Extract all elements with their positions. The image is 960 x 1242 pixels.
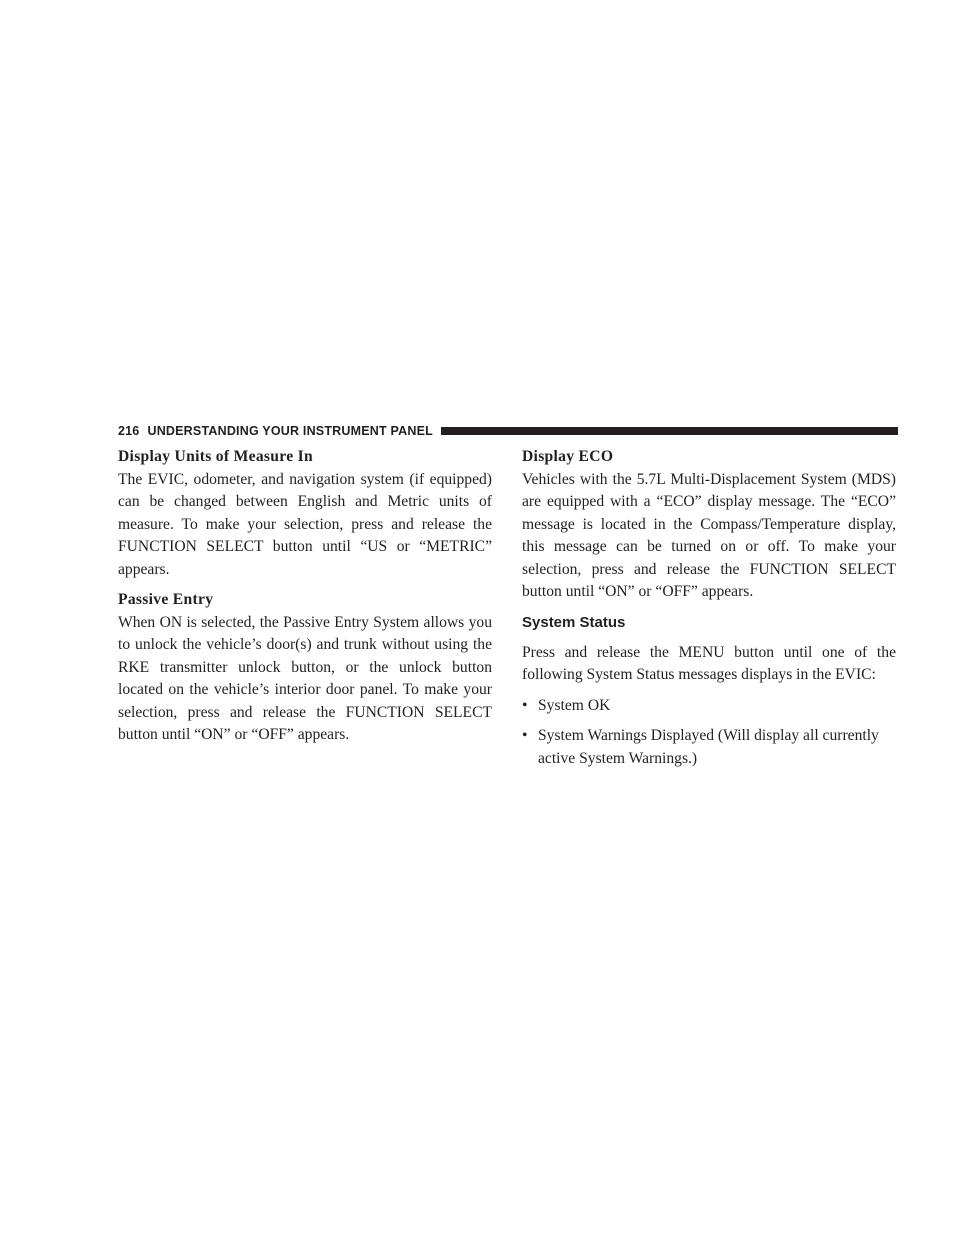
paragraph-display-units: The EVIC, odometer, and navigation system (if equipped) can be changed between English and Metric units of measure. To make your selection, press and release the FUNCTION SELECT button until “US or “METRIC” appears. <box>118 470 492 578</box>
heading-passive-entry: Passive Entry <box>118 591 214 608</box>
page-header <box>118 421 898 441</box>
bullet-icon: • <box>522 696 528 714</box>
paragraph-system-status: Press and release the MENU button until one of the following System Status messages displays in the EVIC: <box>522 643 896 683</box>
bullet-icon: • <box>522 727 528 744</box>
right-column <box>522 446 896 778</box>
header-rule <box>441 427 898 435</box>
page-number: 216 <box>118 424 140 438</box>
heading-display-eco: Display ECO <box>522 448 614 465</box>
heading-display-units: Display Units of Measure In <box>118 448 313 465</box>
list-item-text: System Warnings Displayed (Will display all currently active System Warnings.) <box>538 727 879 767</box>
system-status-list <box>522 695 896 771</box>
list-item <box>522 725 896 770</box>
paragraph-passive-entry: When ON is selected, the Passive Entry System allows you to unlock the vehicle’s door(s) and trunk without using the RKE transmitter unlock button, or the unlock button located on the vehicle’s interior door panel. To make your selection, press and release the FUNCTION SELECT button until “ON” or “OFF” appears. <box>118 613 492 743</box>
paragraph-display-eco: Vehicles with the 5.7L Multi-Displacement System (MDS) are equipped with a “ECO” display message. The “ECO” message is located in the Compass/Temperature display, this message can be turned on or off. To make your selection, press and release the FUNCTION SELECT button until “ON” or “OFF” appears. <box>522 470 896 600</box>
section-title: UNDERSTANDING YOUR INSTRUMENT PANEL <box>147 424 433 438</box>
list-item <box>522 695 896 718</box>
heading-system-status: System Status <box>522 613 626 631</box>
left-column <box>118 446 492 755</box>
list-item-text: System OK <box>538 696 611 714</box>
